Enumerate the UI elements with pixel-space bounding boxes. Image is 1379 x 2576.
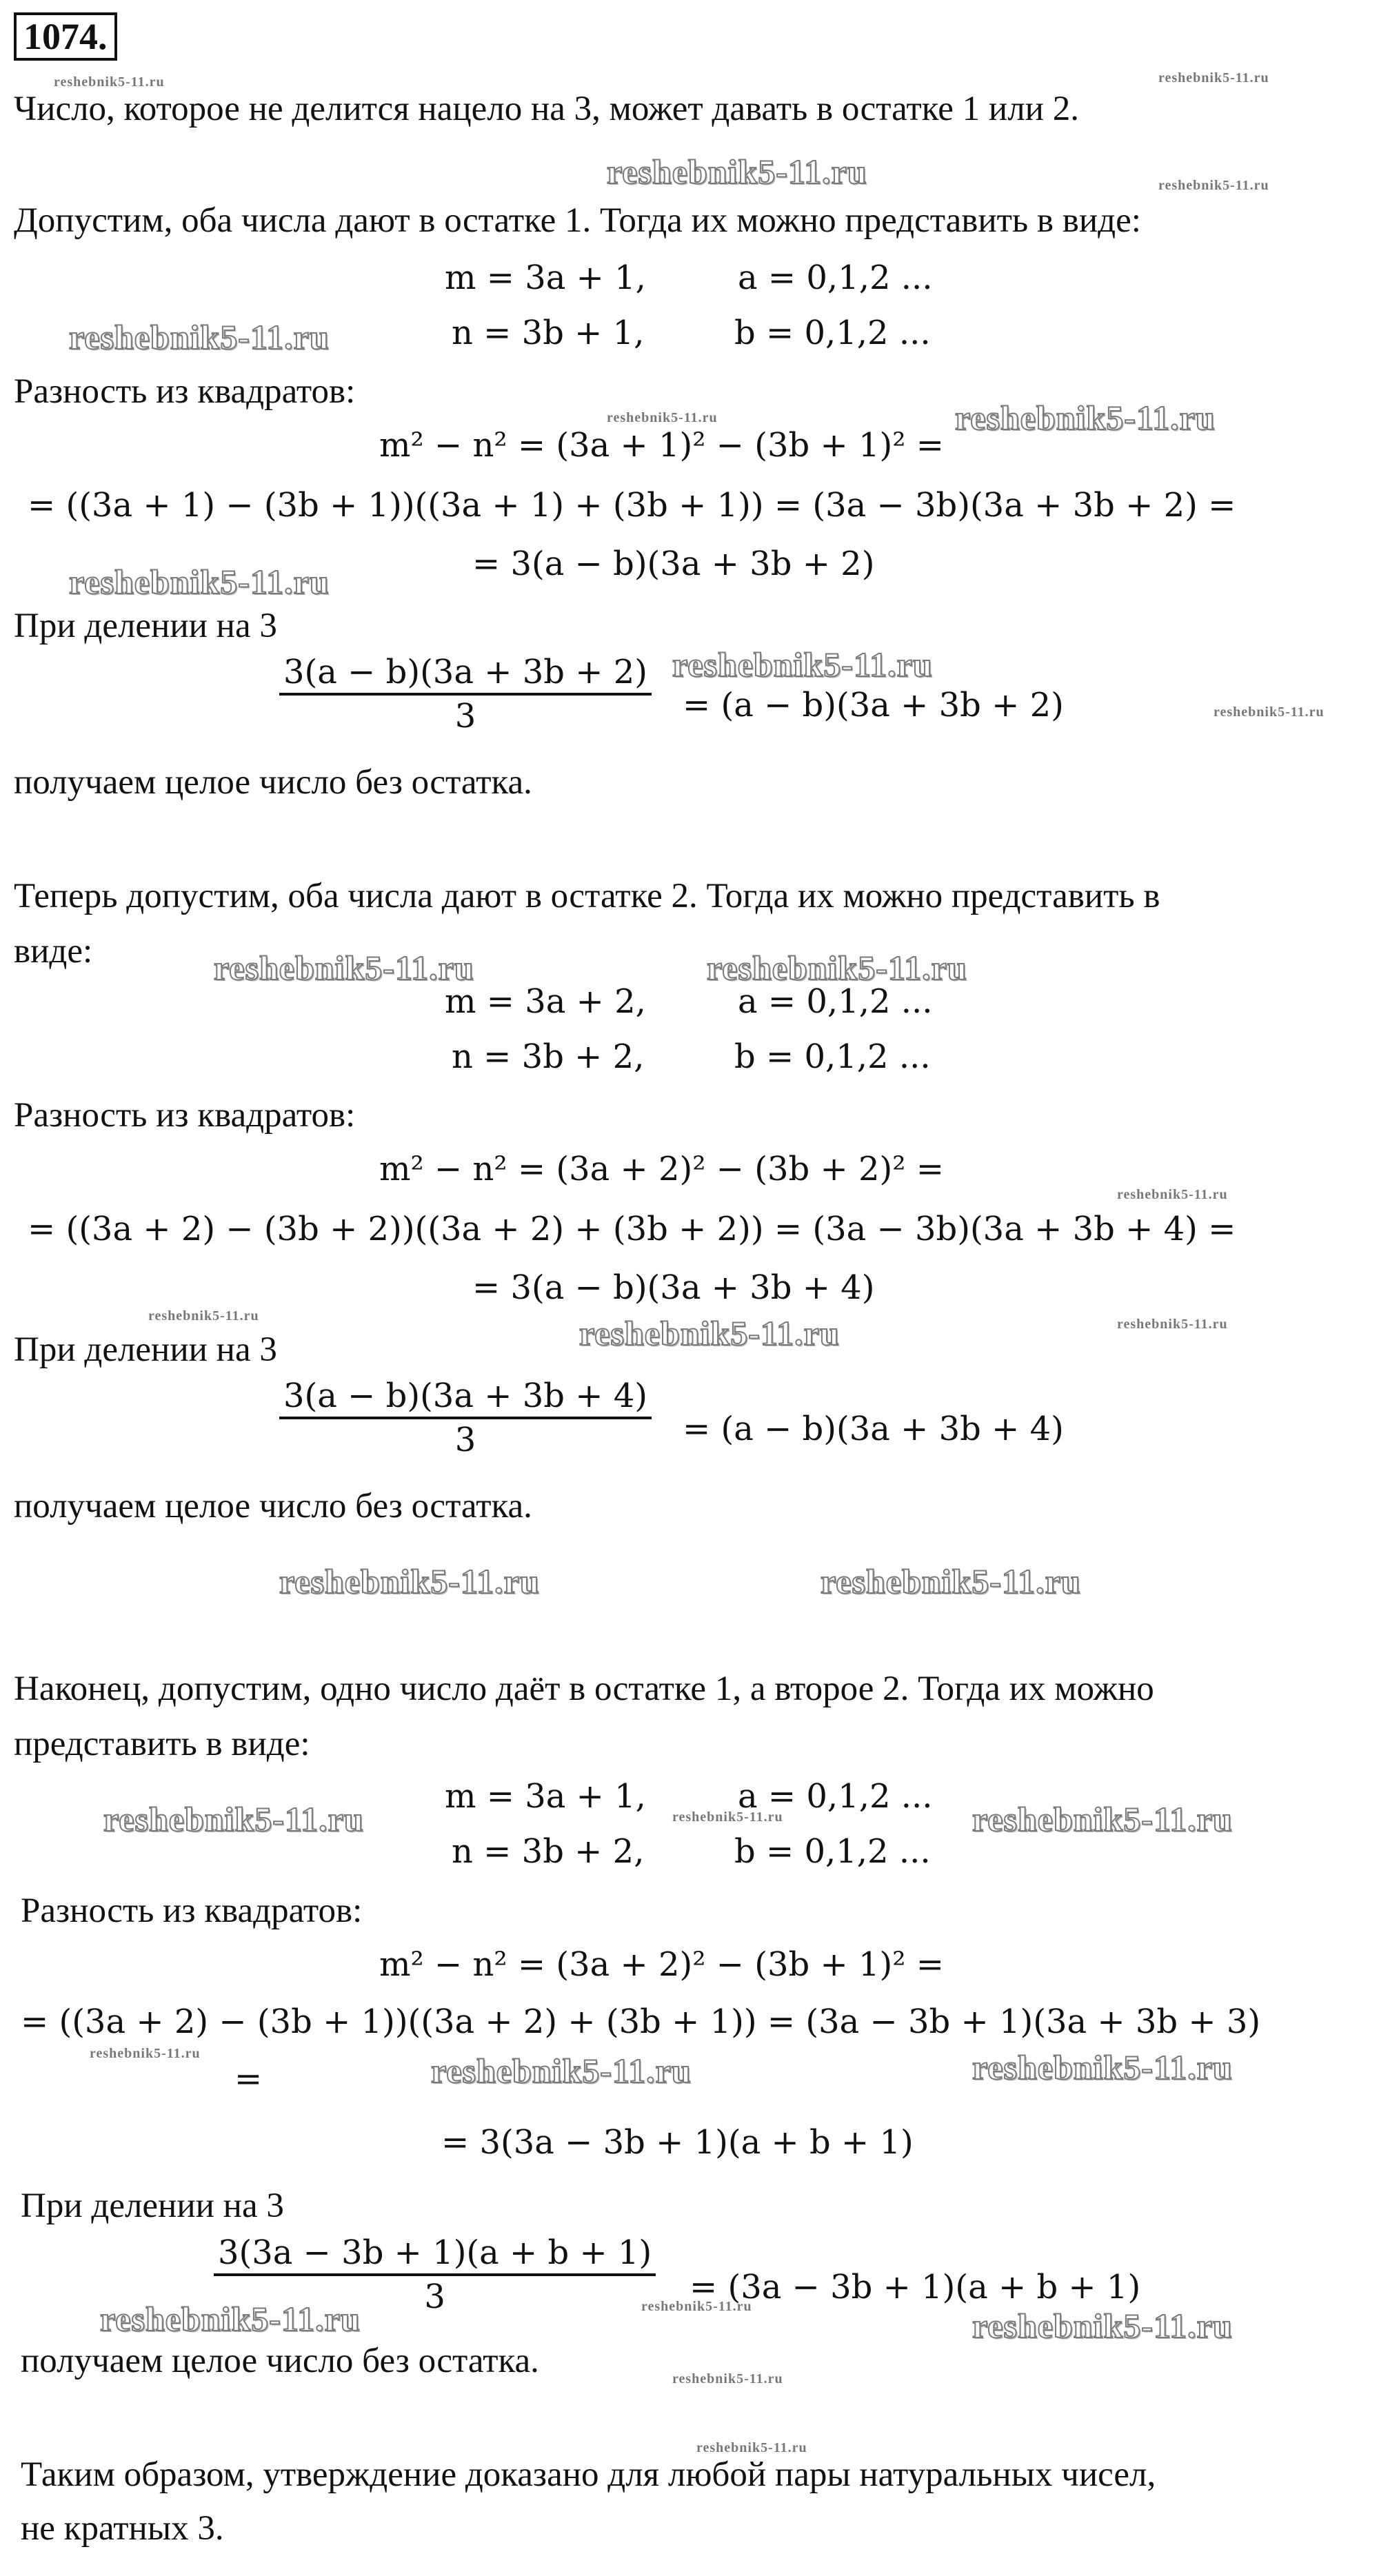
watermark: reshebnik5-11.ru <box>148 1308 259 1324</box>
case2-n-expression: n = 3b + 2, <box>452 1037 645 1076</box>
watermark: reshebnik5-11.ru <box>696 2440 807 2455</box>
final-statement-line2: не кратных 3. <box>21 2509 224 2548</box>
case2-fraction <box>279 1375 652 1461</box>
case3-assumption-line2: представить в виде: <box>14 1725 310 1763</box>
case3-b-range: b = 0,1,2 ... <box>734 1832 931 1871</box>
case3-difference-label: Разность из квадратов: <box>21 1892 363 1930</box>
case1-n-expression: n = 3b + 1, <box>452 314 645 352</box>
case3-n-expression: n = 3b + 2, <box>452 1832 645 1871</box>
watermark: reshebnik5-11.ru <box>100 2300 361 2338</box>
case1-assumption: Допустим, оба числа дают в остатке 1. Тогда их можно представить в виде: <box>14 201 1141 240</box>
watermark: reshebnik5-11.ru <box>214 949 474 987</box>
case3-conclusion: получаем целое число без остатка. <box>21 2342 539 2380</box>
case2-a-range: a = 0,1,2 ... <box>738 982 933 1021</box>
watermark: reshebnik5-11.ru <box>821 1562 1081 1601</box>
case1-a-range: a = 0,1,2 ... <box>738 258 933 297</box>
case2-fraction-numerator: 3(a − b)(3a + 3b + 4) <box>279 1375 652 1419</box>
case3-division-label: При делении на 3 <box>21 2187 284 2225</box>
watermark: reshebnik5-11.ru <box>972 1800 1233 1838</box>
watermark: reshebnik5-11.ru <box>54 74 165 90</box>
case1-b-range: b = 0,1,2 ... <box>734 314 931 352</box>
watermark: reshebnik5-11.ru <box>641 2299 752 2314</box>
case3-fraction-denominator: 3 <box>424 2278 445 2316</box>
case3-fraction-numerator: 3(3a − 3b + 1)(a + b + 1) <box>214 2232 656 2276</box>
case1-equation-line1: m² − n² = (3a + 1)² − (3b + 1)² = <box>379 426 944 465</box>
watermark: reshebnik5-11.ru <box>972 2306 1233 2345</box>
case2-assumption-line2: виде: <box>14 932 93 971</box>
case3-fraction-result: = (3a − 3b + 1)(a + b + 1) <box>690 2268 1141 2306</box>
case2-equation-line1: m² − n² = (3a + 2)² − (3b + 2)² = <box>379 1150 944 1188</box>
case2-assumption-line1: Теперь допустим, оба числа дают в остатке 2. Тогда их можно представить в <box>14 877 1160 915</box>
final-statement-line1: Таким образом, утверждение доказано для любой пары натуральных чисел, <box>21 2455 1156 2494</box>
case2-fraction-denominator: 3 <box>454 1421 476 1459</box>
case2-conclusion: получаем целое число без остатка. <box>14 1487 532 1525</box>
case1-fraction-result: = (a − b)(3a + 3b + 2) <box>683 686 1064 724</box>
case1-m-expression: m = 3a + 1, <box>445 258 646 297</box>
watermark: reshebnik5-11.ru <box>279 1562 540 1601</box>
watermark: reshebnik5-11.ru <box>431 2051 692 2090</box>
case2-division-label: При делении на 3 <box>14 1330 277 1369</box>
watermark: reshebnik5-11.ru <box>1117 1187 1228 1202</box>
watermark: reshebnik5-11.ru <box>1158 70 1269 85</box>
watermark: reshebnik5-11.ru <box>1158 178 1269 193</box>
watermark: reshebnik5-11.ru <box>672 645 933 684</box>
watermark: reshebnik5-11.ru <box>672 1809 783 1825</box>
case3-equation-line3: = 3(3a − 3b + 1)(a + b + 1) <box>441 2123 914 2162</box>
case3-equation-line1: m² − n² = (3a + 2)² − (3b + 1)² = <box>379 1945 944 1984</box>
case3-assumption-line1: Наконец, допустим, одно число даёт в остатке 1, а второе 2. Тогда их можно <box>14 1670 1154 1708</box>
case1-fraction-numerator: 3(a − b)(3a + 3b + 2) <box>279 651 652 696</box>
case3-equation-continuation: = <box>234 2060 263 2098</box>
watermark: reshebnik5-11.ru <box>69 318 330 356</box>
watermark: reshebnik5-11.ru <box>972 2048 1233 2087</box>
case1-fraction <box>279 651 652 737</box>
watermark: reshebnik5-11.ru <box>955 398 1216 437</box>
case2-b-range: b = 0,1,2 ... <box>734 1037 931 1076</box>
watermark: reshebnik5-11.ru <box>69 562 330 601</box>
watermark: reshebnik5-11.ru <box>103 1800 364 1838</box>
case1-difference-label: Разность из квадратов: <box>14 372 356 411</box>
watermark: reshebnik5-11.ru <box>90 2046 201 2061</box>
watermark: reshebnik5-11.ru <box>1117 1317 1228 1332</box>
case2-fraction-result: = (a − b)(3a + 3b + 4) <box>683 1410 1064 1448</box>
case3-equation-line2: = ((3a + 2) − (3b + 1))((3a + 2) + (3b + 1)) = (3a − 3b + 1)(3a + 3b + 3) <box>21 2002 1261 2041</box>
case2-equation-line2: = ((3a + 2) − (3b + 2))((3a + 2) + (3b + 2)) = (3a − 3b)(3a + 3b + 4) = <box>28 1210 1236 1248</box>
watermark: reshebnik5-11.ru <box>672 2371 783 2386</box>
case1-equation-line3: = 3(a − b)(3a + 3b + 2) <box>472 545 875 583</box>
watermark: reshebnik5-11.ru <box>1214 704 1325 720</box>
case2-equation-line3: = 3(a − b)(3a + 3b + 4) <box>472 1268 875 1307</box>
watermark: reshebnik5-11.ru <box>579 1314 840 1352</box>
case1-equation-line2: = ((3a + 1) − (3b + 1))((3a + 1) + (3b + 1)) = (3a − 3b)(3a + 3b + 2) = <box>28 486 1236 525</box>
watermark: reshebnik5-11.ru <box>607 152 867 191</box>
case1-fraction-denominator: 3 <box>454 697 476 736</box>
case3-a-range: a = 0,1,2 ... <box>738 1777 933 1816</box>
case2-m-expression: m = 3a + 2, <box>445 982 646 1021</box>
case1-division-label: При делении на 3 <box>14 607 277 645</box>
case2-difference-label: Разность из квадратов: <box>14 1096 356 1135</box>
watermark: reshebnik5-11.ru <box>707 949 967 987</box>
watermark: reshebnik5-11.ru <box>607 410 718 425</box>
case1-conclusion: получаем целое число без остатка. <box>14 763 532 802</box>
problem-number: 1074. <box>14 12 117 61</box>
intro-text: Число, которое не делится нацело на 3, может давать в остатке 1 или 2. <box>14 90 1079 128</box>
case3-m-expression: m = 3a + 1, <box>445 1777 646 1816</box>
